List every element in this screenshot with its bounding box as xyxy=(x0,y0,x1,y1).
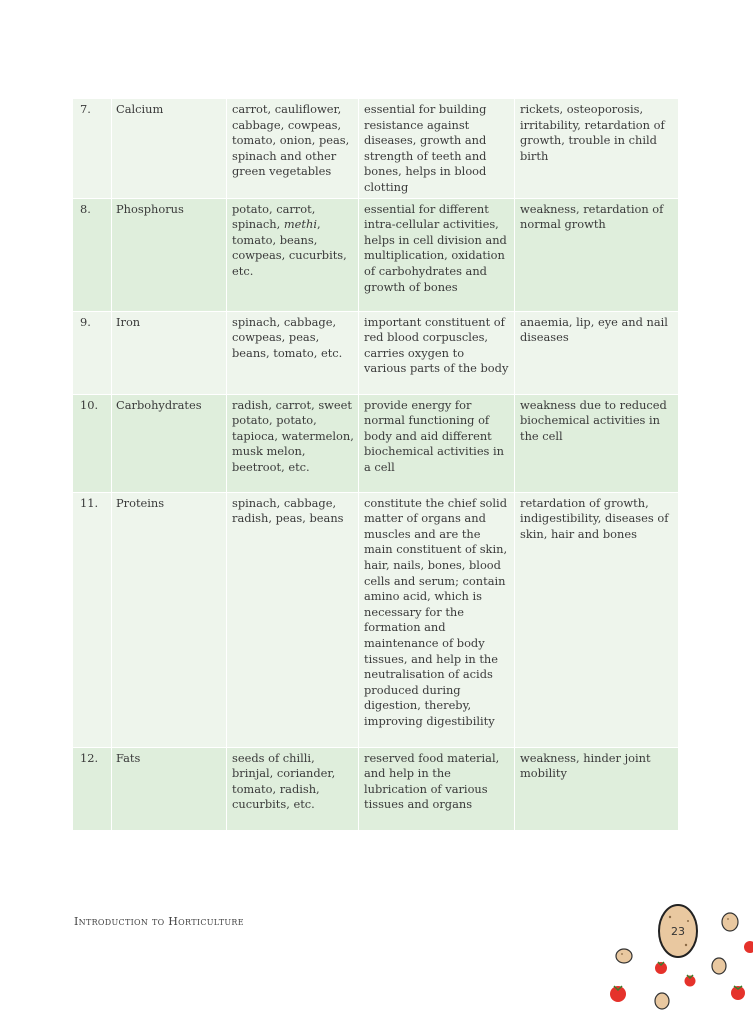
row-number: 10. xyxy=(73,395,112,493)
book-title: Introduction to Horticulture xyxy=(74,915,244,928)
potato-icon xyxy=(712,958,726,974)
potato-icon xyxy=(659,905,697,957)
deficiency-symptoms: weakness, retardation of normal growth xyxy=(515,199,678,312)
row-number: 12. xyxy=(73,748,112,831)
nutrient-function: reserved food material, and help in the lubrication of various tissues and organs xyxy=(359,748,515,831)
nutrient-sources: seeds of chilli, brinjal, coriander, tomato, radish, cucurbits, etc. xyxy=(227,748,359,831)
row-number: 9. xyxy=(73,312,112,395)
deficiency-symptoms: anaemia, lip, eye and nail diseases xyxy=(515,312,678,395)
potato-icon xyxy=(616,949,632,963)
row-number: 7. xyxy=(73,99,112,199)
row-number: 8. xyxy=(73,199,112,312)
table-row xyxy=(73,99,678,199)
page-number: 23 xyxy=(671,925,685,938)
potato-icon xyxy=(655,993,669,1009)
nutrient-table xyxy=(73,99,678,831)
nutrient-name: Carbohydrates xyxy=(112,395,227,493)
nutrient-function: essential for building resistance against diseases, growth and strength of teeth and bones, helps in blood clotting xyxy=(359,99,515,199)
deficiency-symptoms: rickets, osteoporosis, irritability, retardation of growth, trouble in child birth xyxy=(515,99,678,199)
tomato-icon xyxy=(610,986,626,1002)
deficiency-symptoms: retardation of growth, indigestibility, diseases of skin, hair and bones xyxy=(515,493,678,748)
nutrient-sources: potato, carrot, spinach, methi, tomato, beans, cowpeas, cucurbits, etc. xyxy=(227,199,359,312)
row-number: 11. xyxy=(73,493,112,748)
tomato-icon xyxy=(685,975,696,987)
nutrient-sources: carrot, cauliflower, cabbage, cowpeas, tomato, onion, peas, spinach and other green vegetables xyxy=(227,99,359,199)
tomato-icon xyxy=(655,962,667,974)
nutrient-name: Calcium xyxy=(112,99,227,199)
nutrient-name: Iron xyxy=(112,312,227,395)
table-row xyxy=(73,748,678,831)
nutrient-function: important constituent of red blood corpuscles, carries oxygen to various parts of the body xyxy=(359,312,515,395)
vegetable-decoration xyxy=(600,895,753,1024)
tomato-icon xyxy=(731,986,745,1000)
nutrient-sources: spinach, cabbage, cowpeas, peas, beans, tomato, etc. xyxy=(227,312,359,395)
deficiency-symptoms: weakness, hinder joint mobility xyxy=(515,748,678,831)
nutrient-name: Phosphorus xyxy=(112,199,227,312)
potato-icon xyxy=(722,913,738,931)
nutrient-name: Proteins xyxy=(112,493,227,748)
nutrient-function: essential for different intra-cellular activities, helps in cell division and multiplication, oxidation of carbohydrates and growth of bones xyxy=(359,199,515,312)
nutrient-sources: radish, carrot, sweet potato, potato, tapioca, watermelon, musk melon, beetroot, etc. xyxy=(227,395,359,493)
deficiency-symptoms: weakness due to reduced biochemical activities in the cell xyxy=(515,395,678,493)
table-row xyxy=(73,312,678,395)
nutrient-function: provide energy for normal functioning of body and aid different biochemical activities in a cell xyxy=(359,395,515,493)
nutrient-sources: spinach, cabbage, radish, peas, beans xyxy=(227,493,359,748)
table-row xyxy=(73,395,678,493)
nutrient-name: Fats xyxy=(112,748,227,831)
table-row xyxy=(73,199,678,312)
nutrient-function: constitute the chief solid matter of organs and muscles and are the main constituent of skin, hair, nails, bones, blood cells and serum; contain amino acid, which is necessary for the formation and maintenance of body tissues, and help in the neutralisation of acids produced during digestion, thereby, improving digestibility xyxy=(359,493,515,748)
tomato-icon xyxy=(744,941,753,953)
table-row xyxy=(73,493,678,748)
